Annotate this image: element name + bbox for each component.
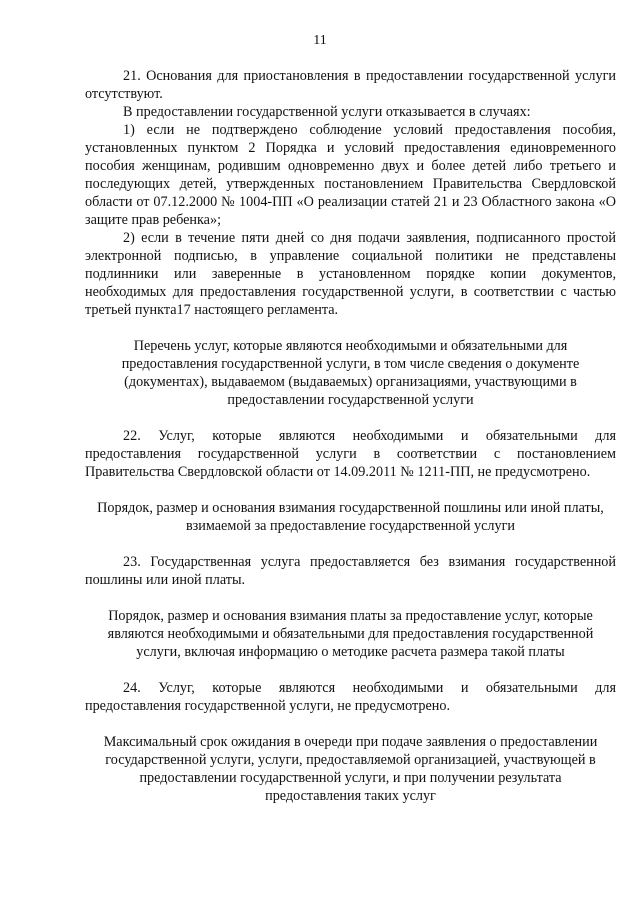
page-number: 11 — [313, 33, 327, 48]
section-heading-payment-for-services: Порядок, размер и основания взимания платы за предоставление услуг, которые являются необходимыми и обязательными для предоставления государственной услуги, включая информацию о методике расчета размера такой платы — [107, 608, 594, 660]
paragraph-refusal-item-1: 1) если не подтверждено соблюдение условий предоставления пособия, установленных пунктом 2 Порядка и условий предоставления единовременного пособия женщинам, родившим одновременно двух и более детей либо третьего и последующих детей, утвержденных постановлением Правительства Свердловской области от 07.12.2000 № 1004-ПП «О реализации статей 21 и 23 Областного закона «О защите прав ребенка»; — [85, 122, 616, 228]
paragraph-21: 21. Основания для приостановления в предоставлении государственной услуги отсутствуют. — [85, 68, 616, 102]
paragraph-refusal-item-2: 2) если в течение пяти дней со дня подачи заявления, подписанного простой электронной подписью, в управление социальной политики не представлены подлинники или заверенные в установленном порядке копии документов, необходимых для предоставления государственной услуги, в соответствии с частью третьей пункта17 настоящего регламента. — [85, 230, 616, 318]
paragraph-24: 24. Услуг, которые являются необходимыми и обязательными для предоставления государственной услуги, не предусмотрено. — [85, 680, 616, 714]
paragraph-22: 22. Услуг, которые являются необходимыми и обязательными для предоставления государственной услуги в соответствии с постановлением Правительства Свердловской области от 14.09.2011 № 1211-ПП, не предусмотрено. — [85, 428, 616, 480]
paragraph-refusal-intro: В предоставлении государственной услуги отказывается в случаях: — [123, 104, 531, 120]
document-body — [85, 67, 616, 805]
paragraph-23: 23. Государственная услуга предоставляется без взимания государственной пошлины или иной платы. — [85, 554, 616, 588]
section-heading-required-services: Перечень услуг, которые являются необходимыми и обязательными для предоставления государственной услуги, в том числе сведения о документе (документах), выдаваемом (выдаваемых) организациями, участвующими в предоставлении государственной услуги — [121, 338, 580, 408]
section-heading-queue-waiting-time: Максимальный срок ожидания в очереди при подаче заявления о предоставлении государственной услуги, услуги, предоставляемой организацией, участвующей в предоставлении государственной услуги, и при получении результата предоставления таких услуг — [103, 734, 598, 804]
section-heading-state-fee: Порядок, размер и основания взимания государственной пошлины или иной платы, взимаемой за предоставление государственной услуги — [97, 500, 604, 534]
